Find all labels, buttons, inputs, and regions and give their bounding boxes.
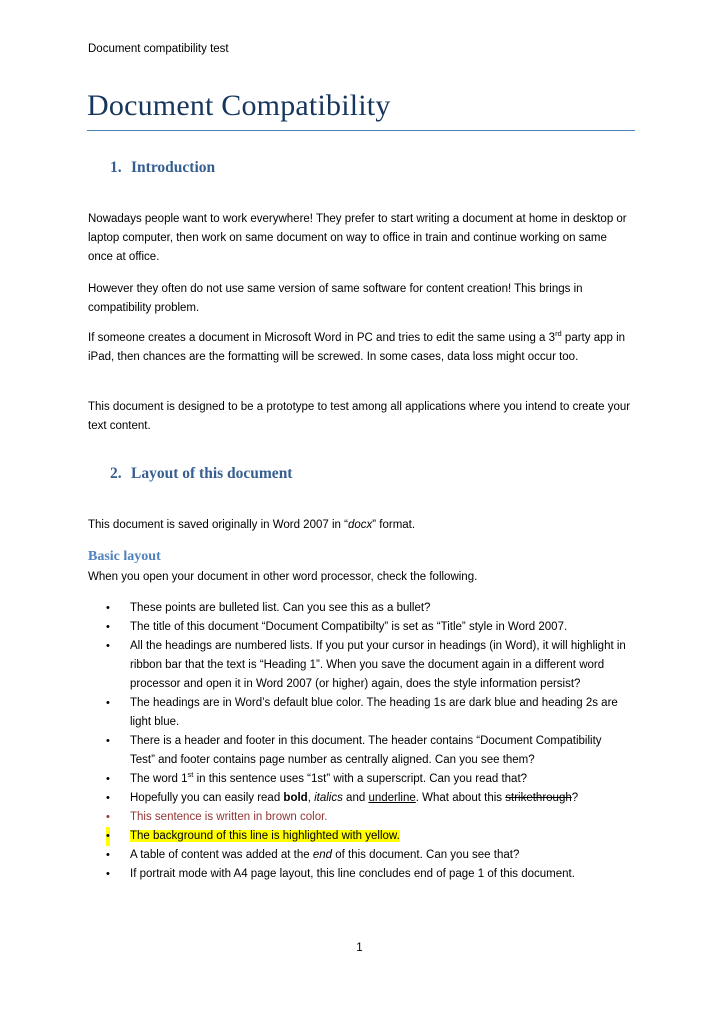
bullet-icon: • — [106, 735, 110, 747]
paragraph-intro-3: If someone creates a document in Microsoft Word in PC and tries to edit the same using a 3rd party app in iPad, then chances are the formatting will be screwed. In some cases, data loss might occur too. — [88, 329, 626, 363]
document-title: Document Compatibility — [87, 88, 635, 131]
superscript: rd — [555, 329, 562, 339]
strikethrough-text: strikethrough — [505, 792, 572, 804]
heading-layout — [110, 465, 292, 483]
list-item: • A table of content was added at the end of this document. Can you see that? — [130, 846, 627, 865]
bullet-icon: • — [106, 849, 110, 861]
list-item: • Hopefully you can easily read bold, italics and underline. What about this strikethrough? — [130, 789, 627, 808]
heading-text: Introduction — [131, 159, 216, 176]
bullet-icon: • — [106, 640, 110, 652]
list-item: • The headings are in Word’s default blue color. The heading 1s are dark blue and heading 2s are light blue. — [130, 694, 627, 732]
underlined-text: underline — [368, 792, 416, 804]
subheading-basic-layout: Basic layout — [88, 549, 161, 564]
italic-text: italics — [314, 792, 343, 804]
list-item-brown: • This sentence is written in brown color. — [130, 808, 627, 827]
bullet-icon: • — [106, 697, 110, 709]
paragraph-intro-4: This document is designed to be a prototype to test among all applications where you intend to create your text content. — [88, 401, 631, 432]
page-header: Document compatibility test — [88, 43, 229, 55]
bullet-icon: • — [106, 827, 110, 846]
bullet-icon: • — [106, 773, 110, 785]
heading-text: Layout of this document — [131, 465, 293, 482]
heading-number: 1. — [110, 159, 122, 176]
paragraph-basic-layout: When you open your document in other word processor, check the following. — [88, 571, 478, 583]
paragraph-intro-2: However they often do not use same version of same software for content creation! This brings in compatibility problem. — [88, 283, 583, 314]
list-item: • All the headings are numbered lists. If you put your cursor in headings (in Word), it will highlight in ribbon bar that the text is “Heading 1”. When you save the document again in a different word processor and open it in Word 2007 (or higher) again, does the style information persist? — [130, 637, 627, 694]
bullet-icon: • — [106, 792, 110, 804]
paragraph-intro-1: Nowadays people want to work everywhere! They prefer to start writing a document at home in desktop or laptop computer, then work on same document on way to office in train and continue working on same once at office. — [88, 213, 627, 263]
list-item: • The word 1st in this sentence uses “1st” with a superscript. Can you read that? — [130, 770, 627, 789]
bullet-icon: • — [106, 868, 110, 880]
bulleted-list — [0, 599, 719, 884]
paragraph-layout-intro: This document is saved originally in Word 2007 in “docx” format. — [88, 519, 416, 531]
bullet-icon: • — [106, 621, 110, 633]
bullet-icon: • — [106, 602, 110, 614]
list-item: • If portrait mode with A4 page layout, this line concludes end of page 1 of this document. — [130, 865, 627, 884]
list-item: • There is a header and footer in this document. The header contains “Document Compatibility Test” and footer contains page number as centrally aligned. Can you see them? — [130, 732, 627, 770]
page-number: 1 — [356, 942, 363, 954]
bold-text: bold — [283, 792, 308, 804]
list-item-highlighted: • The background of this line is highlighted with yellow. — [130, 827, 627, 846]
superscript: st — [187, 770, 194, 780]
bullet-icon: • — [106, 811, 110, 823]
heading-number: 2. — [110, 465, 122, 482]
list-item: • These points are bulleted list. Can you see this as a bullet? — [130, 599, 627, 618]
heading-introduction — [110, 159, 215, 177]
list-item: • The title of this document “Document Compatibilty” is set as “Title” style in Word 2007. — [130, 618, 627, 637]
